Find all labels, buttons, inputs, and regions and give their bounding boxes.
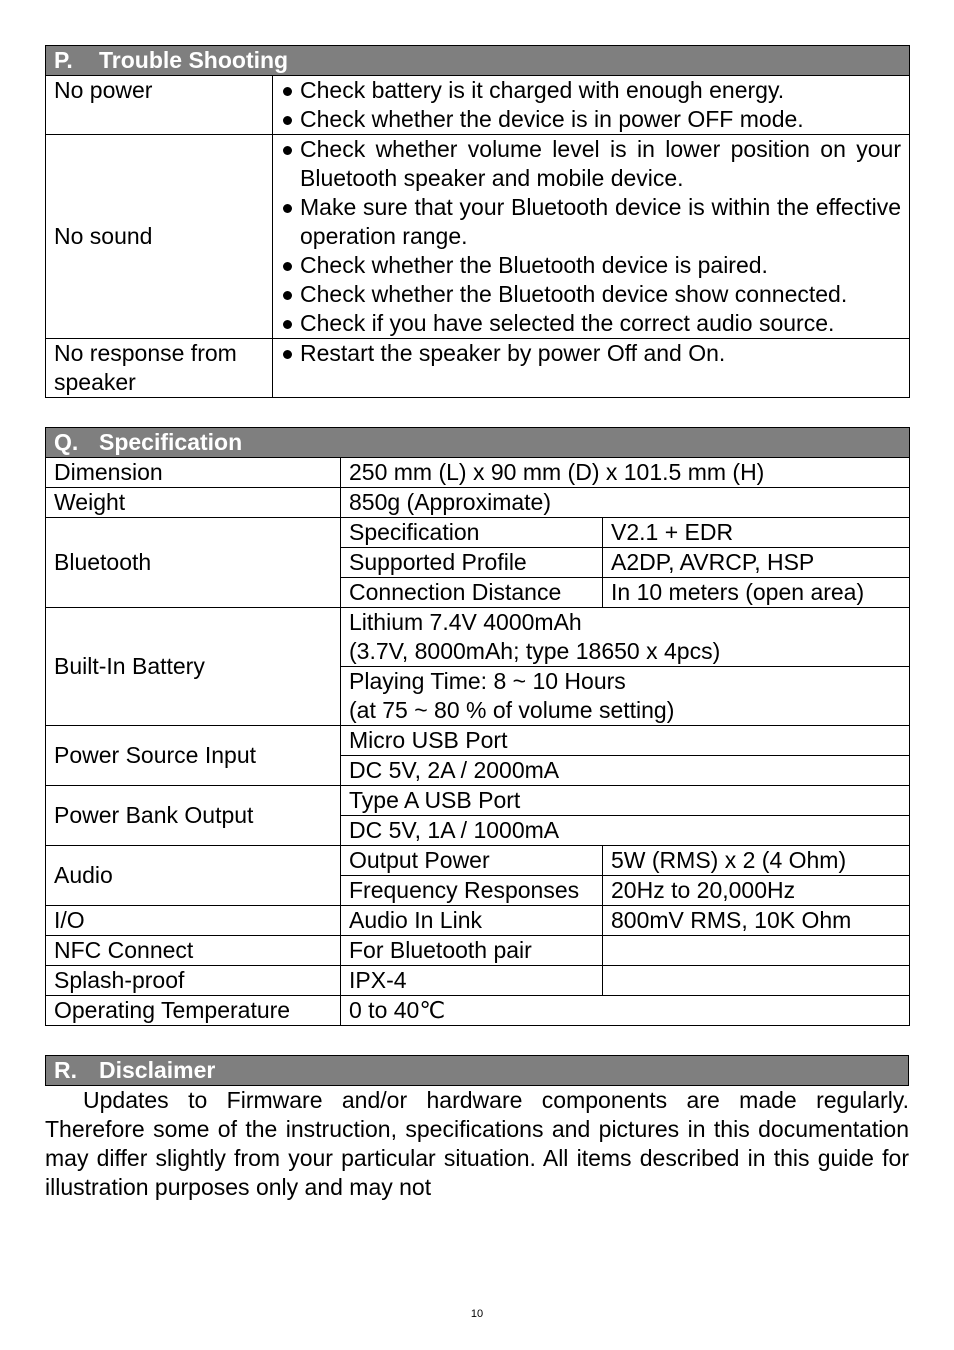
spec-key: Frequency Responses [341,876,603,906]
section-title: Specification [99,429,243,455]
spec-value: 5W (RMS) x 2 (4 Ohm) [603,846,910,876]
section-title: Trouble Shooting [99,47,289,73]
playing-time-note: (at 75 ~ 80 % of volume setting) [349,697,675,723]
spec-key: For Bluetooth pair [341,936,603,966]
bullet-icon [283,262,292,271]
spec-label: NFC Connect [46,936,341,966]
problem-cell: No response from speaker [46,339,273,398]
spec-value [341,608,910,667]
list-item: Check whether the Bluetooth device show connected. [281,280,901,309]
table-row [46,458,910,488]
spec-key: IPX-4 [341,966,603,996]
spec-key: Supported Profile [341,548,603,578]
spec-value: Micro USB Port [341,726,910,756]
section-letter: R. [54,1057,77,1083]
solution-cell [273,339,910,398]
section-letter: Q. [54,429,79,455]
bullet-icon [283,320,292,329]
disclaimer-header [46,1056,909,1086]
table-row [46,786,910,816]
disclaimer-text: Updates to Firmware and/or hardware components are made regularly. Therefore some of the instruction, specifications and pictures in this documentation may differ slightly from your particular situation. All items described in this guide for illustration purposes only and may not [45,1087,909,1200]
table-row [46,488,910,518]
spec-value: DC 5V, 1A / 1000mA [341,816,910,846]
page-number: 10 [470,1308,484,1320]
spec-key: Specification [341,518,603,548]
spec-label: I/O [46,906,341,936]
list-item: Restart the speaker by power Off and On. [281,339,901,368]
table-row [46,518,910,548]
spec-value [341,667,910,726]
table-row [46,936,910,966]
bullet-icon [283,116,292,125]
spec-key: Connection Distance [341,578,603,608]
spec-value [603,936,910,966]
troubleshooting-header [46,46,910,76]
table-row [46,966,910,996]
troubleshooting-table [45,45,910,398]
spec-value: 850g (Approximate) [341,488,910,518]
battery-type: Lithium 7.4V 4000mAh [349,609,582,635]
spec-label: Operating Temperature [46,996,341,1026]
spec-label: Splash-proof [46,966,341,996]
spec-value [603,966,910,996]
table-row [46,846,910,876]
specification-table [45,427,910,1026]
spec-value: In 10 meters (open area) [603,578,910,608]
list-item: Make sure that your Bluetooth device is within the effective operation range. [281,193,901,251]
spec-value: 800mV RMS, 10K Ohm [603,906,910,936]
section-letter: P. [54,47,73,73]
problem-cell: No power [46,76,273,135]
bullet-icon [283,146,292,155]
list-item: Check battery is it charged with enough energy. [281,76,901,105]
spec-value: DC 5V, 2A / 2000mA [341,756,910,786]
table-row [46,906,910,936]
spec-key: Audio In Link [341,906,603,936]
disclaimer-table [45,1055,909,1086]
bullet-icon [283,204,292,213]
table-row [46,608,910,667]
spec-label: Bluetooth [46,518,341,608]
spec-value: Type A USB Port [341,786,910,816]
list-item: Check whether the device is in power OFF mode. [281,105,901,134]
spec-value: 0 to 40℃ [341,996,910,1026]
spec-key: Output Power [341,846,603,876]
bullet-icon [283,350,292,359]
bullet-icon [283,87,292,96]
spec-label: Dimension [46,458,341,488]
table-row [46,726,910,756]
solution-cell [273,135,910,339]
section-title: Disclaimer [99,1057,216,1083]
spec-value: V2.1 + EDR [603,518,910,548]
playing-time: Playing Time: 8 ~ 10 Hours [349,668,626,694]
spec-label: Weight [46,488,341,518]
table-row [46,76,910,135]
list-item: Check whether the Bluetooth device is paired. [281,251,901,280]
spec-label: Power Source Input [46,726,341,786]
specification-header [46,428,910,458]
spec-label: Built-In Battery [46,608,341,726]
spec-value: 20Hz to 20,000Hz [603,876,910,906]
spec-value: A2DP, AVRCP, HSP [603,548,910,578]
manual-page [45,45,909,1202]
spec-label: Audio [46,846,341,906]
list-item: Check whether volume level is in lower position on your Bluetooth speaker and mobile device. [281,135,901,193]
table-row [46,339,910,398]
spec-label: Power Bank Output [46,786,341,846]
solution-cell [273,76,910,135]
list-item: Check if you have selected the correct audio source. [281,309,901,338]
problem-cell: No sound [46,135,273,339]
bullet-icon [283,291,292,300]
table-row [46,135,910,339]
spec-value: 250 mm (L) x 90 mm (D) x 101.5 mm (H) [341,458,910,488]
battery-cells: (3.7V, 8000mAh; type 18650 x 4pcs) [349,638,721,664]
table-row [46,996,910,1026]
